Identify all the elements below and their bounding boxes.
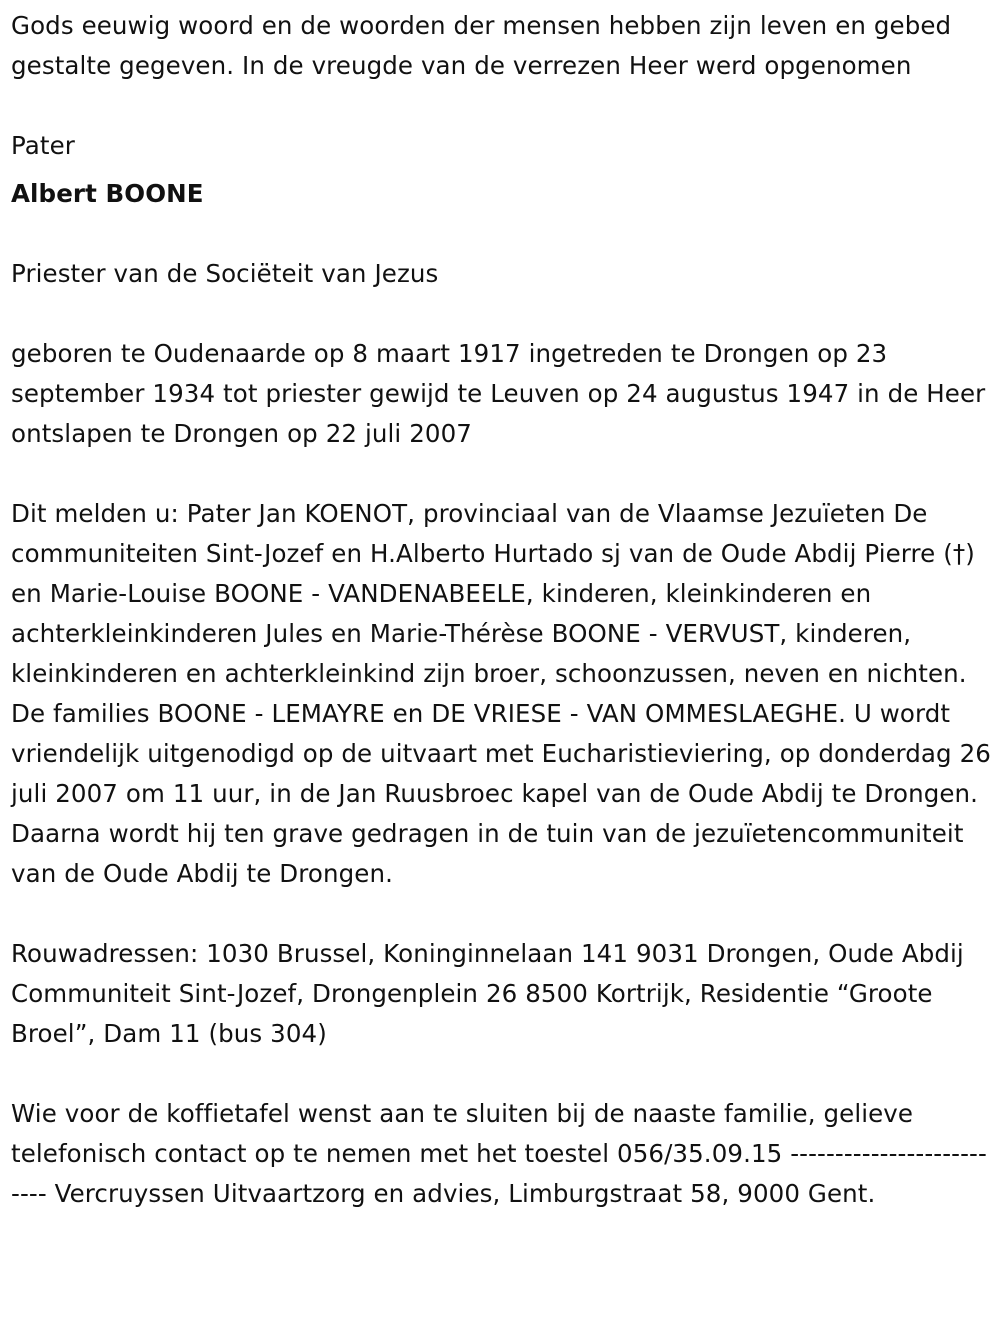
biography-paragraph: geboren te Oudenaarde op 8 maart 1917 ingetreden te Drongen op 23 september 1934 tot priester gewijd te Leuven op 24 augustus 1947 in de Heer ontslapen te Drongen op 22 juli 2007 bbox=[11, 339, 986, 448]
spacer bbox=[11, 1054, 991, 1094]
spacer bbox=[11, 894, 991, 934]
obituary-notice bbox=[11, 6, 991, 1214]
announcement-paragraph: Dit melden u: Pater Jan KOENOT, provinciaal van de Vlaamse Jezuïeten De communiteiten Sint-Jozef en H.Alberto Hurtado sj van de Oude Abdij Pierre (†) en Marie-Louise BOONE - VANDENABEELE, kinderen, kleinkinderen en achterkleinkinderen Jules en Marie-Thérèse BOONE - VERVUST, kinderen, kleinkinderen en achterkleinkind zijn broer, schoonzussen, neven en nichten. De families BOONE - LEMAYRE en DE VRIESE - VAN OMMESLAEGHE. U wordt vriendelijk uitgenodigd op de uitvaart met Eucharistieviering, op donderdag 26 juli 2007 om 11 uur, in de Jan Ruusbroec kapel van de Oude Abdij te Drongen. Daarna wordt hij ten grave gedragen in de tuin van de jezuïetencommuniteit van de Oude Abdij te Drongen. bbox=[11, 499, 991, 888]
coffee-table-paragraph: Wie voor de koffietafel wenst aan te sluiten bij de naaste familie, gelieve telefonisch contact op te nemen met het toestel 056/35.09.15 -------------------------- Vercruyssen Uitvaartzorg en advies, Limburgstraat 58, 9000 Gent. bbox=[11, 1099, 987, 1208]
intro-paragraph: Gods eeuwig woord en de woorden der mensen hebben zijn leven en gebed gestalte gegeven. In de vreugde van de verrezen Heer werd opgenomen bbox=[11, 11, 952, 80]
spacer bbox=[11, 214, 991, 254]
deceased-name: Albert BOONE bbox=[11, 179, 204, 208]
addresses-paragraph: Rouwadressen: 1030 Brussel, Koninginnelaan 141 9031 Drongen, Oude Abdij Communiteit Sint-Jozef, Drongenplein 26 8500 Kortrijk, Residentie “Groote Broel”, Dam 11 (bus 304) bbox=[11, 939, 964, 1048]
spacer bbox=[11, 454, 991, 494]
spacer bbox=[11, 166, 991, 174]
function-line: Priester van de Sociëteit van Jezus bbox=[11, 259, 439, 288]
spacer bbox=[11, 294, 991, 334]
title-prefix: Pater bbox=[11, 131, 75, 160]
spacer bbox=[11, 86, 991, 126]
